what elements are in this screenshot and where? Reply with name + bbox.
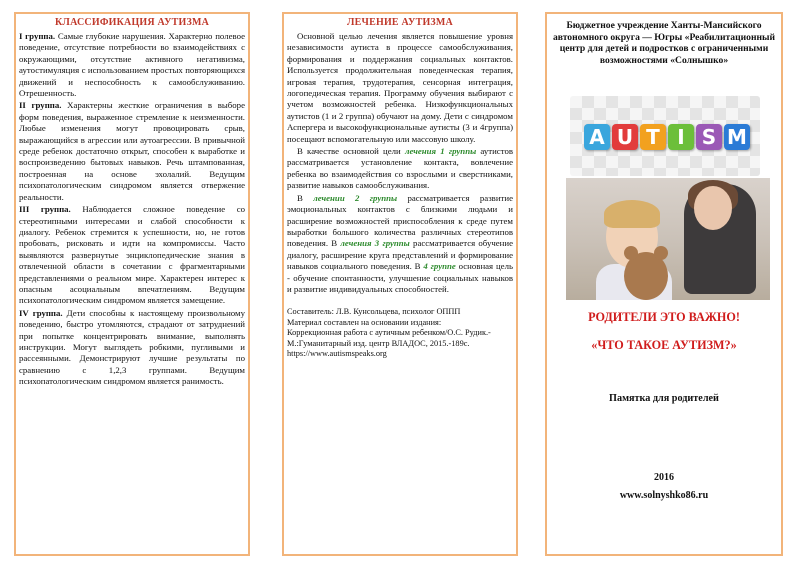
- group-4-label: IV группа.: [19, 307, 63, 318]
- classification-text: [19, 31, 245, 388]
- para3-highlight-3: 4 группе: [423, 261, 456, 272]
- credits-source: Коррекционная работа с аутичным ребенком/О.С. Рудик.-М.:Гуманитарный изд. центр ВЛАДОС, 2015.-189с.: [287, 328, 491, 348]
- website-link[interactable]: www.solnyshko86.ru: [619, 490, 709, 501]
- treatment-para-3: [287, 193, 513, 296]
- group-4: [19, 308, 245, 388]
- group-1: [19, 31, 245, 99]
- para3-post-2: рассматривается обучение диалогу, расширение круга представлений и формирование навыков социального поведения. В: [287, 238, 513, 272]
- photo-child-hair: [604, 200, 660, 228]
- mother-child-photo: [566, 178, 770, 300]
- cover-panel: [545, 12, 783, 556]
- slogan-what-is-autism: «ЧТО ТАКОЕ АУТИЗМ?»: [591, 338, 737, 352]
- para2-pre: В качестве основной цели: [297, 146, 405, 157]
- year: 2016: [654, 472, 674, 483]
- treatment-title: ЛЕЧЕНИЕ АУТИЗМА: [347, 17, 453, 28]
- memo-for-parents: Памятка для родителей: [609, 393, 719, 404]
- puzzle-letter-i: I: [668, 124, 694, 150]
- group-2: [19, 100, 245, 203]
- puzzle-letter-t: T: [640, 124, 666, 150]
- organization-name: Бюджетное учреждение Ханты-Мансийского автономного округа — Югры «Реабилитационный центр для детей и подростков с ограниченными возможностями «Солнышко»: [552, 20, 776, 66]
- classification-title: КЛАССИФИКАЦИЯ АУТИЗМА: [54, 17, 210, 28]
- puzzle-letter-m: M: [724, 124, 750, 150]
- autism-puzzle-image: [570, 96, 760, 176]
- treatment-panel: [282, 12, 518, 556]
- treatment-para-2: [287, 146, 513, 192]
- treatment-para-1: Основной целью лечения является повышение уровня независимости аутиста в процессе самообслуживания, формирования и поддержания социальных контактов. Используется продолжительная поведенческая терапия, игровая терапия, трудотерапия, сенсорная интеграция, логопедическая терапия. Программу обучения выбирают с учетом возможностей ребенка. Низкофункциональных аутистов (1 и 2 группа) обучают на дому. Дети с синдромом Аспергера и высокофункциональные аутисты (3 и 4группа) посещают вспомогательную или массовую школу.: [287, 31, 513, 144]
- para3-highlight-2: лечения 3 группы: [340, 238, 410, 249]
- group-3: [19, 204, 245, 307]
- treatment-text: [287, 31, 513, 295]
- group-3-text: Наблюдается сложное поведение со стереотипными интересами и слабой способности к диалогу. Ребенок стремится к успешности, но, не готов пробовать, рисковать и идти на компромиссы. Часто выявляются развернутые энциклопедические знания в отвлеченной области в сочетании с фрагментарными представлениями о реальном мире. Характерен интерес к опасным асоциальным впечатлениям. Ведущим психопатологическим синдромом является замещение.: [19, 204, 245, 306]
- puzzle-letter-s: S: [696, 124, 722, 150]
- photo-mother-head: [694, 186, 732, 230]
- puzzle-letter-a: A: [584, 124, 610, 150]
- group-4-text: Дети способны к настоящему произвольному поведению, быстро утомляются, страдают от затруднений при попытке концентрировать внимание, выполнять инструкции. Могут выглядеть робкими, пугливыми и рассеянными. Демонстрируют лучшие результаты по сравнению с 1,2,3 группами. Ведущим психопатологическим синдромом является ранимость.: [19, 307, 245, 387]
- para2-post: аутистов рассматривается установление контакта, вовлечение ребенка во взаимодействия со взрослыми и сверстниками, развитие навыков самообслуживания.: [287, 146, 513, 191]
- teddy-bear-icon: [624, 252, 668, 300]
- credits-author: Составитель: Л.В. Кунсольцева, психолог ОППП: [287, 307, 461, 317]
- para3-highlight: лечении 2 группы: [313, 192, 398, 203]
- para3-post-3: основная цель - обучение спонтанности, улучшение социальных навыков и развитие индивидуальных способностей.: [287, 261, 513, 294]
- group-2-label: II группа.: [19, 100, 62, 111]
- group-1-text: Самые глубокие нарушения. Характерно полевое поведение, отсутствие потребности во взаимодействиях с окружающими, отсутствие активного негативизма, аутостимуляция с использованием простых повторяющихся движений и неспособность к самообслуживанию. Отрешенность.: [19, 31, 245, 99]
- credits: [287, 307, 513, 359]
- credits-source-intro: Материал составлен на основании издания:: [287, 317, 442, 327]
- group-3-label: III группа.: [19, 204, 71, 215]
- para3-post: рассматривается развитие эмоциональных контактов с близкими людьми и расширение возможностей приспособления к среде путем выработки большого количества различных стереотипов поведения. В: [287, 192, 513, 249]
- group-1-label: I группа.: [19, 31, 56, 41]
- group-2-text: Характерны жесткие ограничения в выборе форм поведения, выраженное стремление к неизменности. Любые изменения могут провоцировать срыв, выражающийся в агрессии или аутоагрессии. В привычной среде ребенок достаточно открыт, способен к выработке и воспроизведению бытовых навыков. Речь штампованная, построенная на основе эхолалий. Ведущим психопатологическим синдромом является отвержение реальности.: [19, 100, 245, 202]
- classification-panel: [14, 12, 250, 556]
- puzzle-letter-u: U: [612, 124, 638, 150]
- slogan-parents: РОДИТЕЛИ ЭТО ВАЖНО!: [588, 310, 740, 324]
- para2-highlight: лечения 1 группы: [404, 146, 477, 157]
- credits-url[interactable]: https://www.autismspeaks.org: [287, 348, 387, 358]
- para3-pre: В: [297, 192, 314, 203]
